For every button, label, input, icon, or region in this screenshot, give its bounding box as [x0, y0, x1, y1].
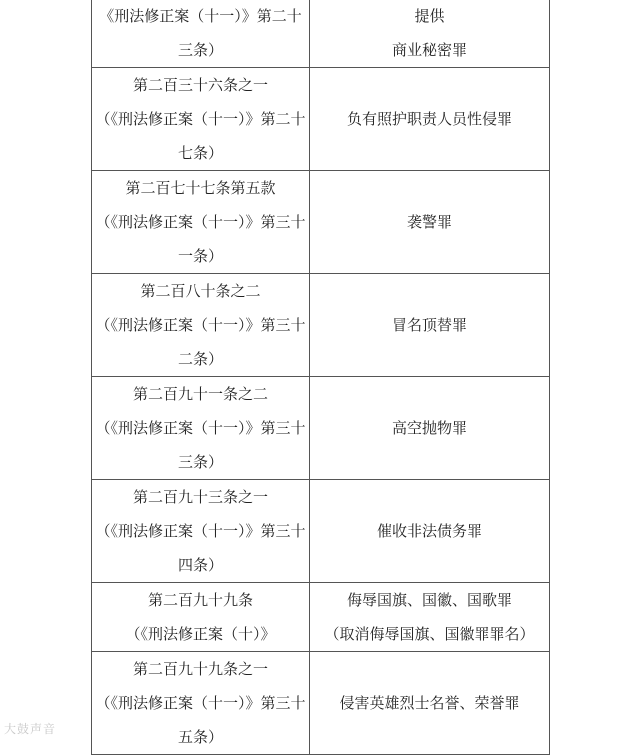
- article-cell: [92, 68, 310, 171]
- table-row: [92, 0, 550, 68]
- crime-text-line: 高空抛物罪: [391, 419, 467, 437]
- article-text-line: 第二百九十一条之二: [132, 385, 268, 403]
- article-text-line: 第二百九十九条: [147, 591, 253, 609]
- crime-text-line: 提供: [414, 7, 445, 25]
- article-text-line: （《刑法修正案（十一）》第三十: [95, 419, 306, 437]
- table-row: [92, 583, 550, 652]
- article-text-line: 第二百三十六条之一: [132, 76, 268, 94]
- article-text-line: 七条）: [177, 144, 223, 162]
- crime-text-line: 催收非法债务罪: [376, 522, 482, 540]
- crime-text-line: 侵害英雄烈士名誉、荣誉罪: [339, 694, 520, 712]
- article-text-line: 五条）: [177, 728, 223, 746]
- article-text-line: （《刑法修正案（十一）》第三十: [95, 694, 306, 712]
- crime-text-line: （取消侮辱国旗、国徽罪罪名）: [324, 625, 535, 643]
- article-cell: [92, 0, 310, 68]
- table-body: [92, 0, 550, 755]
- crime-cell: [310, 171, 550, 274]
- article-text-line: 二条）: [177, 350, 223, 368]
- crime-cell: [310, 377, 550, 480]
- crime-text-line: 袭警罪: [406, 213, 452, 231]
- article-cell: [92, 171, 310, 274]
- article-cell: [92, 652, 310, 755]
- table-row: [92, 171, 550, 274]
- article-text-line: 三条）: [177, 453, 223, 471]
- article-cell: [92, 377, 310, 480]
- article-text-line: （《刑法修正案（十）》: [125, 625, 276, 643]
- table-row: [92, 652, 550, 755]
- article-text-line: 《刑法修正案（十一）》第二十: [99, 7, 302, 25]
- crime-cell: [310, 68, 550, 171]
- crime-cell: [310, 480, 550, 583]
- table-row: [92, 274, 550, 377]
- crime-article-table: [91, 0, 550, 755]
- crime-cell: [310, 0, 550, 68]
- article-text-line: 一条）: [177, 247, 223, 265]
- table-row: [92, 68, 550, 171]
- article-text-line: 第二百七十七条第五款: [125, 179, 276, 197]
- article-text-line: 第二百九十三条之一: [132, 488, 268, 506]
- article-text-line: 三条）: [177, 41, 223, 59]
- article-text-line: （《刑法修正案（十一）》第三十: [95, 316, 306, 334]
- article-text-line: 第二百八十条之二: [140, 282, 261, 300]
- crime-text-line: 负有照护职责人员性侵罪: [346, 110, 512, 128]
- article-text-line: 第二百九十九条之一: [132, 660, 268, 678]
- article-cell: [92, 480, 310, 583]
- article-cell: [92, 274, 310, 377]
- crime-text-line: 商业秘密罪: [391, 41, 467, 59]
- crime-cell: [310, 274, 550, 377]
- watermark-text: 大鼓声音: [4, 722, 57, 736]
- crime-cell: [310, 652, 550, 755]
- article-text-line: （《刑法修正案（十一）》第三十: [95, 522, 306, 540]
- article-text-line: （《刑法修正案（十一）》第三十: [95, 213, 306, 231]
- table-row: [92, 377, 550, 480]
- crime-text-line: 侮辱国旗、国徽、国歌罪: [346, 591, 512, 609]
- table-row: [92, 480, 550, 583]
- crime-text-line: 冒名顶替罪: [391, 316, 467, 334]
- article-text-line: 四条）: [177, 556, 223, 574]
- crime-cell: [310, 583, 550, 652]
- article-text-line: （《刑法修正案（十一）》第二十: [95, 110, 306, 128]
- article-cell: [92, 583, 310, 652]
